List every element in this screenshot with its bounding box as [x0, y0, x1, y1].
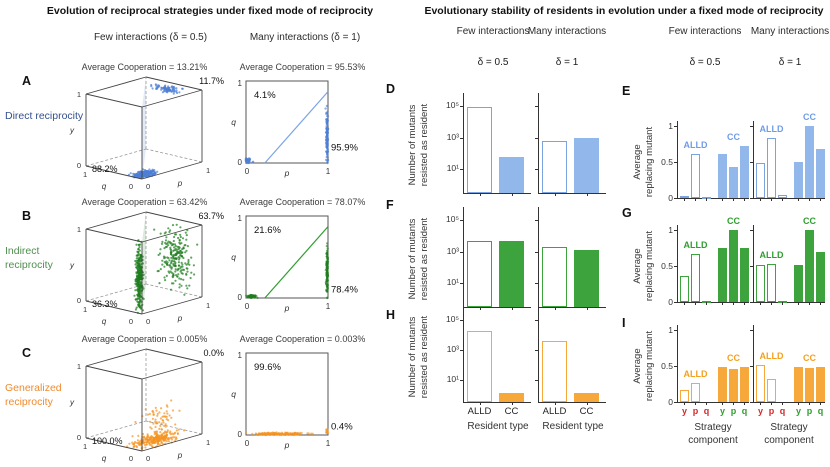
bar-chart-H: 10¹ 10³ 10⁵ ALLD CC Resident type ALLD CC Resident type — [425, 313, 615, 463]
left-column-header-many: Many interactions (δ = 1) — [249, 32, 361, 43]
svg-text:q: q — [231, 117, 236, 127]
bar-chart-E: 0 0.5 1 ALLD CC ALLD CC — [652, 118, 830, 263]
bar-y — [794, 162, 803, 198]
left-title: Evolution of reciprocal strategies under fixed mode of reciprocity — [46, 5, 374, 17]
bar-p — [691, 154, 700, 198]
bar-CC — [574, 393, 599, 402]
bar-p — [767, 264, 776, 302]
svg-text:1: 1 — [76, 362, 81, 371]
group-label-CC: CC — [727, 352, 740, 363]
svg-text:p: p — [284, 440, 290, 450]
left-column-header-few: Few interactions (δ = 0.5) — [93, 32, 208, 43]
bar-y — [718, 248, 727, 302]
square-subtitle-B: Average Cooperation = 78.07% — [239, 197, 366, 207]
bar-y — [718, 154, 727, 198]
svg-text:78.4%: 78.4% — [331, 284, 358, 296]
svg-text:0: 0 — [237, 430, 242, 439]
row-label-indirect-reciprocity: Indirect reciprocity — [5, 245, 53, 271]
bar-p — [767, 138, 776, 198]
panel-letter-E: E — [622, 84, 631, 98]
bar-p — [691, 254, 700, 302]
svg-text:1: 1 — [83, 170, 88, 179]
panel-letter-I: I — [622, 316, 626, 330]
svg-text:q: q — [101, 182, 107, 191]
right-header-many-1: Many interactions — [527, 26, 607, 37]
bar-y — [680, 390, 689, 402]
bar-q — [816, 367, 825, 402]
delta-header-4: δ = 1 — [778, 57, 802, 68]
cube-plot-C — [58, 347, 230, 465]
row-label-direct-reciprocity: Direct reciprocity — [5, 110, 84, 122]
bar-p — [729, 230, 738, 302]
y-axis-label-E: Average replacing mutant — [632, 126, 655, 198]
bar-y — [756, 265, 765, 302]
panel-letter-D: D — [386, 82, 396, 96]
y-axis-label-H: Number of mutants resisted as resident — [407, 315, 430, 399]
right-header-many-2: Many interactions — [750, 26, 830, 37]
group-label-ALLD: ALLD — [683, 240, 708, 251]
svg-text:11.7%: 11.7% — [199, 76, 224, 86]
panel-letter-G: G — [622, 206, 632, 220]
svg-text:36.3%: 36.3% — [92, 299, 118, 309]
group-label-ALLD: ALLD — [759, 351, 784, 362]
bar-chart-D: 10¹ 10³ 10⁵ — [425, 98, 615, 243]
panel-letter-H: H — [386, 308, 396, 322]
panel-letter-F: F — [386, 198, 394, 212]
svg-text:0: 0 — [128, 454, 133, 463]
svg-text:q: q — [231, 252, 236, 262]
svg-text:0: 0 — [244, 302, 250, 311]
bar-CC — [574, 138, 599, 193]
svg-text:0.4%: 0.4% — [331, 421, 353, 433]
y-axis-label-I: Average replacing mutant — [632, 330, 655, 402]
y-axis-label-F: Number of mutants resisted as resident — [407, 217, 430, 301]
svg-text:1: 1 — [83, 442, 88, 451]
svg-text:1: 1 — [237, 214, 242, 223]
group-label-CC: CC — [803, 216, 816, 226]
svg-text:100.0%: 100.0% — [92, 436, 123, 446]
square-subtitle-C: Average Cooperation = 0.003% — [239, 334, 366, 344]
bar-p — [805, 368, 814, 402]
bar-CC — [499, 393, 524, 402]
delta-header-1: δ = 0.5 — [477, 57, 509, 68]
panel-C-row — [0, 332, 418, 467]
right-title: Evolutionary stability of residents in evolution under a fixed mode of reciprocity — [424, 5, 824, 17]
svg-text:y: y — [70, 126, 74, 135]
svg-text:q: q — [231, 389, 236, 399]
svg-text:p: p — [284, 168, 290, 178]
svg-text:p: p — [177, 451, 183, 460]
svg-text:p: p — [284, 303, 290, 313]
svg-text:0: 0 — [244, 439, 250, 448]
group-label-ALLD: ALLD — [683, 368, 708, 379]
cube-subtitle-B: Average Cooperation = 63.42% — [81, 197, 208, 207]
svg-text:q: q — [101, 454, 107, 463]
svg-text:4.1%: 4.1% — [254, 90, 276, 101]
square-plot-C — [228, 347, 378, 453]
bar-y — [756, 163, 765, 198]
bar-y — [794, 265, 803, 302]
svg-text:1: 1 — [325, 167, 331, 176]
svg-text:1: 1 — [206, 166, 211, 175]
svg-text:q: q — [101, 317, 107, 326]
y-axis-label-G: Average replacing mutant — [632, 230, 655, 302]
svg-text:1: 1 — [237, 351, 242, 360]
bar-p — [805, 126, 814, 198]
svg-text:21.6%: 21.6% — [254, 225, 281, 236]
svg-text:0: 0 — [146, 182, 151, 191]
svg-text:0: 0 — [146, 454, 151, 463]
group-label-CC: CC — [803, 112, 816, 122]
right-header-few-1: Few interactions — [456, 26, 530, 37]
bar-y — [756, 365, 765, 402]
group-label-ALLD: ALLD — [759, 249, 784, 260]
svg-text:0: 0 — [128, 182, 133, 191]
bar-ALLD — [467, 331, 492, 402]
cube-plot-A — [58, 75, 230, 193]
svg-text:1: 1 — [237, 79, 242, 88]
svg-text:99.6%: 99.6% — [254, 362, 281, 373]
bar-ALLD — [467, 107, 492, 193]
delta-header-2: δ = 1 — [555, 57, 579, 68]
svg-text:y: y — [70, 261, 74, 270]
square-subtitle-A: Average Cooperation = 95.53% — [239, 62, 366, 72]
group-label-ALLD: ALLD — [683, 140, 708, 151]
bar-q — [740, 248, 749, 302]
bar-ALLD — [467, 241, 492, 307]
svg-text:0: 0 — [146, 317, 151, 326]
bar-y — [794, 367, 803, 402]
bar-p — [805, 230, 814, 302]
svg-text:0: 0 — [128, 317, 133, 326]
bar-p — [729, 167, 738, 198]
bar-CC — [499, 157, 524, 193]
group-label-CC: CC — [803, 352, 816, 363]
svg-text:0: 0 — [244, 167, 250, 176]
svg-text:0: 0 — [237, 293, 242, 302]
svg-text:p: p — [177, 314, 183, 323]
svg-text:95.9%: 95.9% — [331, 142, 358, 154]
svg-text:1: 1 — [325, 439, 331, 448]
svg-text:1: 1 — [76, 90, 81, 99]
bar-chart-I: 0 0.5 1 ALLD CC y p q y p q Strategy component ALLD CC y p q y p q Strategy component — [652, 322, 830, 467]
cube-subtitle-C: Average Cooperation = 0.005% — [81, 334, 208, 344]
panel-letter-A: A — [22, 74, 32, 88]
bar-y — [718, 367, 727, 402]
bar-CC — [499, 241, 524, 307]
right-header-few-2: Few interactions — [668, 26, 742, 37]
bar-p — [691, 383, 700, 402]
cube-plot-B — [58, 210, 230, 328]
bar-q — [816, 252, 825, 302]
svg-text:63.7%: 63.7% — [198, 211, 224, 221]
panel-letter-C: C — [22, 346, 32, 360]
svg-text:1: 1 — [206, 438, 211, 447]
bar-ALLD — [542, 141, 567, 193]
svg-text:0: 0 — [76, 296, 81, 305]
delta-header-3: δ = 0.5 — [689, 57, 721, 68]
svg-text:0: 0 — [76, 433, 81, 442]
svg-text:p: p — [177, 179, 183, 188]
bar-chart-G: 0 0.5 1 ALLD CC ALLD CC — [652, 222, 830, 367]
square-plot-B — [228, 210, 378, 316]
panel-letter-B: B — [22, 209, 32, 223]
svg-text:y: y — [70, 398, 74, 407]
svg-text:0.0%: 0.0% — [203, 348, 224, 358]
svg-text:1: 1 — [76, 225, 81, 234]
svg-text:1: 1 — [83, 305, 88, 314]
svg-text:88.2%: 88.2% — [92, 164, 118, 174]
panel-A-row — [0, 60, 418, 198]
group-label-CC: CC — [727, 132, 740, 143]
y-axis-label-D: Number of mutants resisted as resident — [407, 103, 430, 187]
svg-text:0: 0 — [237, 158, 242, 167]
group-label-CC: CC — [727, 216, 740, 226]
row-label-generalized-reciprocity: Generalized reciprocity — [5, 382, 62, 408]
square-plot-A — [228, 75, 378, 181]
bar-q — [740, 367, 749, 402]
bar-ALLD — [542, 341, 567, 402]
bar-CC — [574, 250, 599, 307]
cube-subtitle-A: Average Cooperation = 13.21% — [81, 62, 208, 72]
bar-chart-F: 10¹ 10³ 10⁵ — [425, 212, 615, 357]
svg-text:0: 0 — [76, 161, 81, 170]
svg-text:1: 1 — [206, 301, 211, 310]
bar-y — [680, 276, 689, 302]
svg-text:1: 1 — [325, 302, 331, 311]
group-label-ALLD: ALLD — [759, 123, 784, 134]
bar-p — [729, 369, 738, 402]
bar-ALLD — [542, 247, 567, 307]
bar-q — [816, 149, 825, 198]
panel-B-row — [0, 195, 418, 333]
bar-q — [740, 146, 749, 198]
bar-p — [767, 379, 776, 402]
